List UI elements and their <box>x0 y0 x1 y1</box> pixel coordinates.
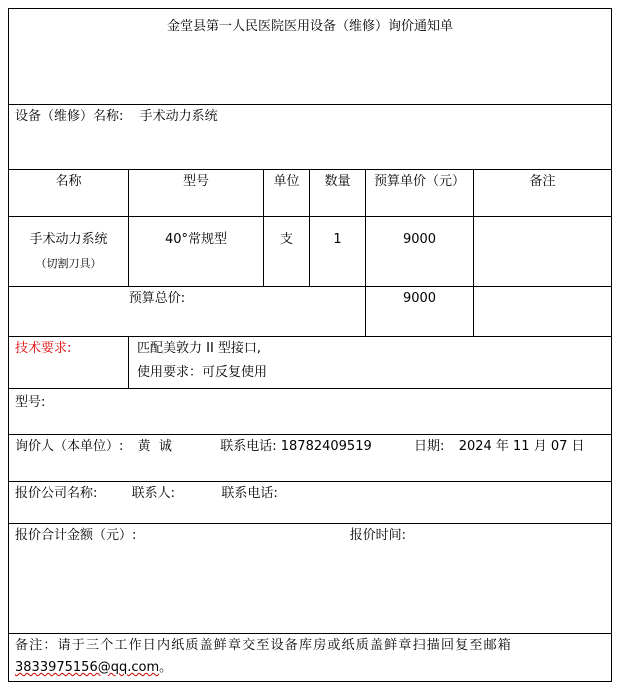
total-row <box>9 287 612 337</box>
item-name-note: （切割刀具） <box>35 257 102 270</box>
inquirer-name: 黄 诚 <box>137 439 172 454</box>
equipment-label: 设备（维修）名称: <box>15 109 124 124</box>
quote-company-row <box>9 482 612 524</box>
equipment-row <box>9 105 612 170</box>
tech-line-2: 使用要求：可反复使用 <box>137 365 268 380</box>
header-name: 名称 <box>9 170 129 217</box>
header-qty: 数量 <box>310 170 366 217</box>
table-header-row <box>9 170 612 217</box>
total-value: 9000 <box>366 287 474 337</box>
quote-time-label: 报价时间: <box>349 528 407 543</box>
form-title: 金堂县第一人民医院医用设备（维修）询价通知单 <box>9 9 612 105</box>
note-text: 备注：请于三个工作日内纸质盖鲜章交至设备库房或纸质盖鲜章扫描回复至邮箱 <box>15 638 513 653</box>
model-row <box>9 389 612 435</box>
note-email[interactable]: 3833975156@qq.com <box>15 660 160 675</box>
header-model: 型号 <box>129 170 264 217</box>
header-unit-price: 预算单价（元） <box>366 170 474 217</box>
header-remark: 备注 <box>474 170 612 217</box>
inquiry-form <box>8 8 611 675</box>
item-qty: 1 <box>310 217 366 287</box>
note-row <box>9 634 612 682</box>
inquiry-table <box>8 8 612 682</box>
quote-company-label: 报价公司名称: <box>15 486 98 501</box>
quote-amount-row <box>9 524 612 634</box>
inquirer-phone: 18782409519 <box>280 439 372 454</box>
note-cell <box>9 634 612 682</box>
inquirer-label: 询价人（本单位）: <box>15 439 124 454</box>
tech-content <box>129 337 612 389</box>
tech-row <box>9 337 612 389</box>
inquirer-row <box>9 435 612 482</box>
model-label: 型号: <box>9 389 612 435</box>
quote-contact-label: 联系人: <box>131 486 176 501</box>
item-model: 40°常规型 <box>129 217 264 287</box>
item-remark <box>474 217 612 287</box>
inquirer-date-label: 日期: <box>414 439 445 454</box>
equipment-name: 手术动力系统 <box>139 109 218 124</box>
tech-label: 技术要求: <box>9 337 129 389</box>
item-unit-price: 9000 <box>366 217 474 287</box>
total-label: 预算总价: <box>9 287 366 337</box>
note-suffix: 。 <box>159 660 174 675</box>
quote-amount-label: 报价合计金额（元）: <box>15 528 137 543</box>
quote-phone-label: 联系电话: <box>221 486 278 501</box>
item-unit: 支 <box>264 217 310 287</box>
tech-line-1: 匹配美敦力 II 型接口, <box>137 341 262 356</box>
inquirer-phone-label: 联系电话: <box>220 439 277 454</box>
item-name-cell <box>9 217 129 287</box>
inquirer-date: 2024 年 11 月 07 日 <box>458 439 585 454</box>
table-row <box>9 217 612 287</box>
total-remark <box>474 287 612 337</box>
header-unit: 单位 <box>264 170 310 217</box>
item-name: 手术动力系统 <box>29 232 108 247</box>
